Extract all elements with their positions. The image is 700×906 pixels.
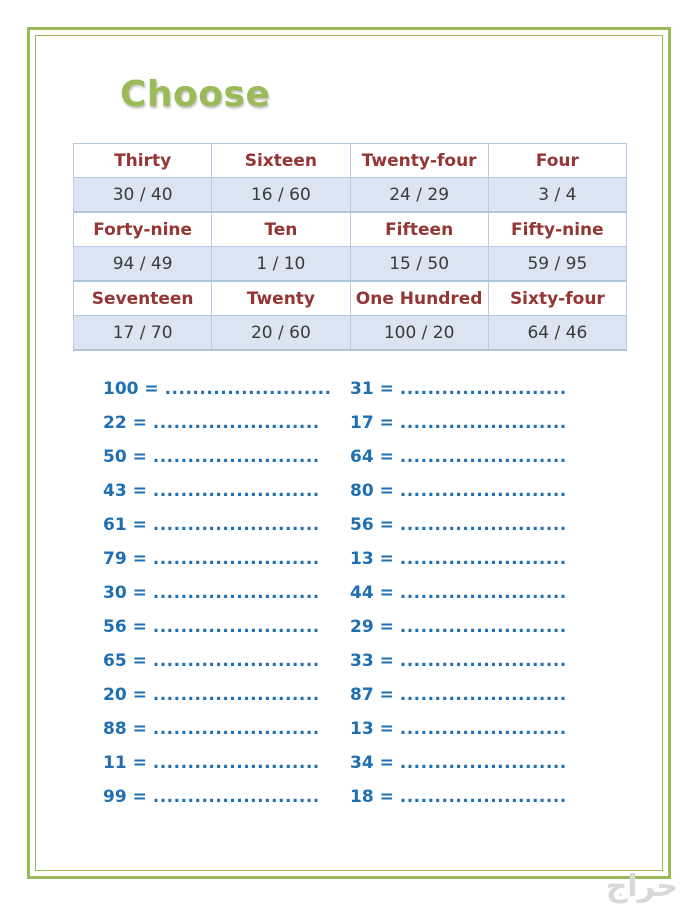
exercise-line xyxy=(103,681,332,715)
exercise-column-right xyxy=(350,375,567,817)
answer-blank[interactable]: ........................ xyxy=(164,379,332,399)
answer-blank[interactable]: ........................ xyxy=(399,753,567,773)
answer-blank[interactable]: ........................ xyxy=(399,617,567,637)
answer-blank[interactable]: ........................ xyxy=(152,719,320,739)
table-cell: Twenty xyxy=(212,281,350,316)
exercise-line xyxy=(103,443,332,477)
exercise-number: 79 = xyxy=(103,549,147,569)
exercise-number: 100 = xyxy=(103,379,159,399)
watermark-logo: حراج xyxy=(605,869,678,904)
exercise-line xyxy=(103,783,332,817)
answer-blank[interactable]: ........................ xyxy=(152,685,320,705)
answer-blank[interactable]: ........................ xyxy=(152,481,320,501)
exercise-number: 34 = xyxy=(350,753,394,773)
table-cell: 3 / 4 xyxy=(488,178,626,213)
answer-blank[interactable]: ........................ xyxy=(152,549,320,569)
table-cell: Four xyxy=(488,144,626,178)
table-cell: Twenty-four xyxy=(350,144,488,178)
table-cell: 94 / 49 xyxy=(74,247,212,282)
answer-blank[interactable]: ........................ xyxy=(152,515,320,535)
table-row xyxy=(74,316,627,351)
answer-blank[interactable]: ........................ xyxy=(152,447,320,467)
table-cell: 24 / 29 xyxy=(350,178,488,213)
table-cell: 16 / 60 xyxy=(212,178,350,213)
exercise-line xyxy=(350,715,567,749)
answer-blank[interactable]: ........................ xyxy=(399,685,567,705)
exercise-number: 18 = xyxy=(350,787,394,807)
exercise-number: 11 = xyxy=(103,753,147,773)
exercise-number: 87 = xyxy=(350,685,394,705)
exercise-number: 99 = xyxy=(103,787,147,807)
answer-blank[interactable]: ........................ xyxy=(399,447,567,467)
table-row xyxy=(74,178,627,213)
exercise-number: 20 = xyxy=(103,685,147,705)
exercise-number: 13 = xyxy=(350,719,394,739)
table-cell: Fifteen xyxy=(350,212,488,247)
exercise-number: 56 = xyxy=(350,515,394,535)
answer-blank[interactable]: ........................ xyxy=(399,515,567,535)
answer-blank[interactable]: ........................ xyxy=(399,787,567,807)
exercise-line xyxy=(103,511,332,545)
table-cell: 59 / 95 xyxy=(488,247,626,282)
exercise-line xyxy=(103,545,332,579)
table-cell: Thirty xyxy=(74,144,212,178)
table-row xyxy=(74,212,627,247)
answer-blank[interactable]: ........................ xyxy=(399,549,567,569)
table-row xyxy=(74,144,627,178)
table-row xyxy=(74,247,627,282)
exercise-line xyxy=(103,375,332,409)
table-cell: Ten xyxy=(212,212,350,247)
exercise-line xyxy=(350,375,567,409)
exercise-line xyxy=(350,681,567,715)
exercise-column-left xyxy=(103,375,332,817)
table-cell: 1 / 10 xyxy=(212,247,350,282)
exercise-number: 31 = xyxy=(350,379,394,399)
answer-blank[interactable]: ........................ xyxy=(399,719,567,739)
exercise-number: 50 = xyxy=(103,447,147,467)
answer-blank[interactable]: ........................ xyxy=(399,481,567,501)
exercise-line xyxy=(103,613,332,647)
exercise-line xyxy=(350,545,567,579)
exercise-line xyxy=(103,409,332,443)
table-cell: Fifty-nine xyxy=(488,212,626,247)
table-cell: 64 / 46 xyxy=(488,316,626,351)
exercise-line xyxy=(350,749,567,783)
page-title: Choose xyxy=(120,74,271,115)
exercise-line xyxy=(103,647,332,681)
exercise-line xyxy=(350,579,567,613)
exercise-number: 88 = xyxy=(103,719,147,739)
exercise-number: 43 = xyxy=(103,481,147,501)
exercise-number: 33 = xyxy=(350,651,394,671)
answer-blank[interactable]: ........................ xyxy=(152,787,320,807)
exercise-line xyxy=(103,715,332,749)
answer-blank[interactable]: ........................ xyxy=(399,413,567,433)
exercise-line xyxy=(350,783,567,817)
answer-blank[interactable]: ........................ xyxy=(152,617,320,637)
table-cell: One Hundred xyxy=(350,281,488,316)
answer-blank[interactable]: ........................ xyxy=(399,379,567,399)
exercise-number: 13 = xyxy=(350,549,394,569)
table-cell: 100 / 20 xyxy=(350,316,488,351)
exercise-line xyxy=(350,613,567,647)
table-cell: Seventeen xyxy=(74,281,212,316)
exercise-number: 64 = xyxy=(350,447,394,467)
exercise-line xyxy=(350,511,567,545)
exercise-number: 29 = xyxy=(350,617,394,637)
answer-blank[interactable]: ........................ xyxy=(399,583,567,603)
answer-blank[interactable]: ........................ xyxy=(152,651,320,671)
exercise-number: 80 = xyxy=(350,481,394,501)
answer-blank[interactable]: ........................ xyxy=(152,753,320,773)
exercise-number: 61 = xyxy=(103,515,147,535)
table-cell: Sixteen xyxy=(212,144,350,178)
exercise-number: 44 = xyxy=(350,583,394,603)
answer-blank[interactable]: ........................ xyxy=(152,583,320,603)
table-cell: 17 / 70 xyxy=(74,316,212,351)
answer-blank[interactable]: ........................ xyxy=(399,651,567,671)
exercise-number: 22 = xyxy=(103,413,147,433)
table-cell: 20 / 60 xyxy=(212,316,350,351)
choices-table xyxy=(73,143,627,351)
exercise-line xyxy=(350,647,567,681)
exercise-number: 30 = xyxy=(103,583,147,603)
exercise-line xyxy=(350,409,567,443)
exercise-line xyxy=(103,477,332,511)
exercise-line xyxy=(103,579,332,613)
exercise-line xyxy=(350,477,567,511)
exercise-number: 56 = xyxy=(103,617,147,637)
exercise-line xyxy=(350,443,567,477)
exercise-number: 65 = xyxy=(103,651,147,671)
exercise-number: 17 = xyxy=(350,413,394,433)
answer-blank[interactable]: ........................ xyxy=(152,413,320,433)
exercise-line xyxy=(103,749,332,783)
table-cell: 15 / 50 xyxy=(350,247,488,282)
table-cell: 30 / 40 xyxy=(74,178,212,213)
table-row xyxy=(74,281,627,316)
table-cell: Forty-nine xyxy=(74,212,212,247)
table-cell: Sixty-four xyxy=(488,281,626,316)
